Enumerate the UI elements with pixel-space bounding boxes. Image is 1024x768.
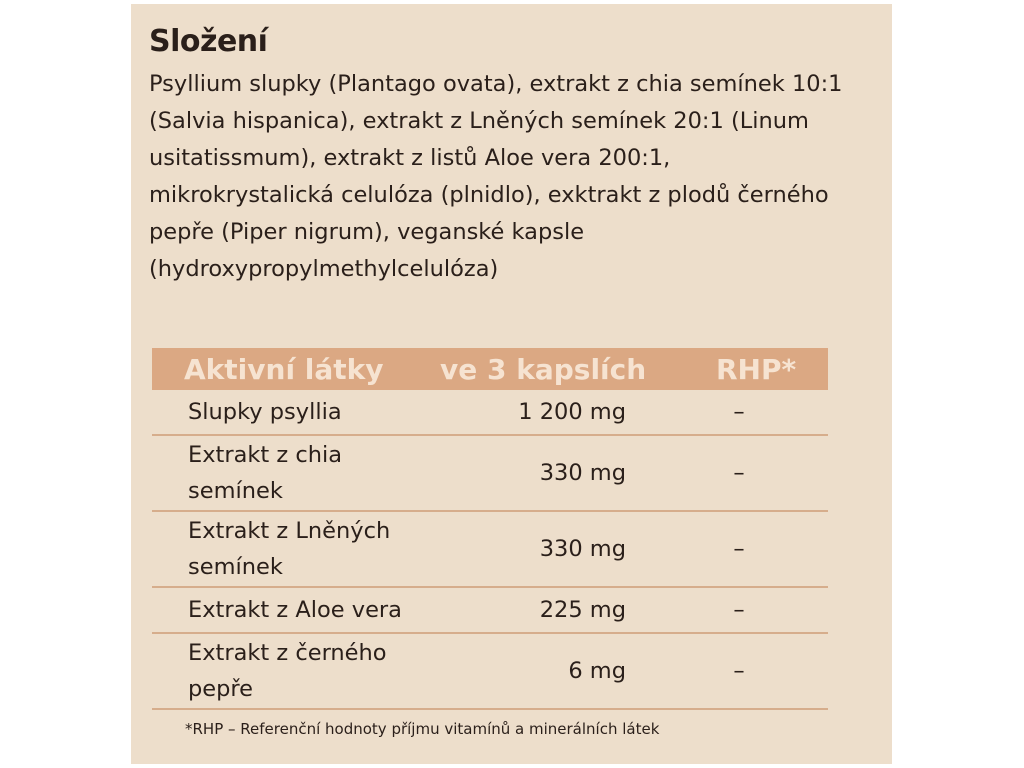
substance-amount: 6 mg — [568, 658, 626, 684]
footnote: *RHP – Referenční hodnoty příjmu vitamínů a minerálních látek — [185, 720, 660, 738]
substance-amount: 225 mg — [539, 597, 626, 623]
table-row — [152, 390, 828, 436]
substance-amount: 1 200 mg — [518, 399, 626, 425]
table-row — [152, 512, 828, 588]
table-header-row — [152, 348, 828, 390]
substance-amount: 330 mg — [539, 536, 626, 562]
header-amount: ve 3 kapslích — [440, 352, 647, 386]
substance-rhp: – — [733, 399, 745, 425]
header-rhp: RHP* — [716, 352, 797, 386]
section-heading: Složení — [149, 24, 268, 59]
composition-panel — [131, 4, 892, 764]
substance-amount: 330 mg — [539, 460, 626, 486]
substance-rhp: – — [733, 460, 745, 486]
table-row — [152, 588, 828, 634]
active-substances-table — [152, 348, 828, 710]
substance-name: Extrakt z Aloe vera — [188, 597, 402, 623]
ingredients-text: Psyllium slupky (Plantago ovata), extrakt z chia semínek 10:1 (Salvia hispanica), extrakt z Lněných semínek 20:1 (Linum usitatissmum), extrakt z listů Aloe vera 200:1, mikrokrystalická celulóza (plnidlo), exktrakt z plodů černého pepře (Piper nigrum), veganské kapsle (hydroxypropylmethylcelulóza) — [149, 71, 843, 282]
substance-rhp: – — [733, 658, 745, 684]
substance-rhp: – — [733, 597, 745, 623]
substance-name: Extrakt z chia semínek — [188, 442, 343, 504]
substance-name: Extrakt z Lněných semínek — [188, 518, 391, 580]
table-row — [152, 634, 828, 710]
substance-name: Extrakt z černého pepře — [188, 640, 387, 702]
header-active-substances: Aktivní látky — [184, 352, 384, 386]
substance-rhp: – — [733, 536, 745, 562]
table-row — [152, 436, 828, 512]
substance-name: Slupky psyllia — [188, 399, 342, 425]
